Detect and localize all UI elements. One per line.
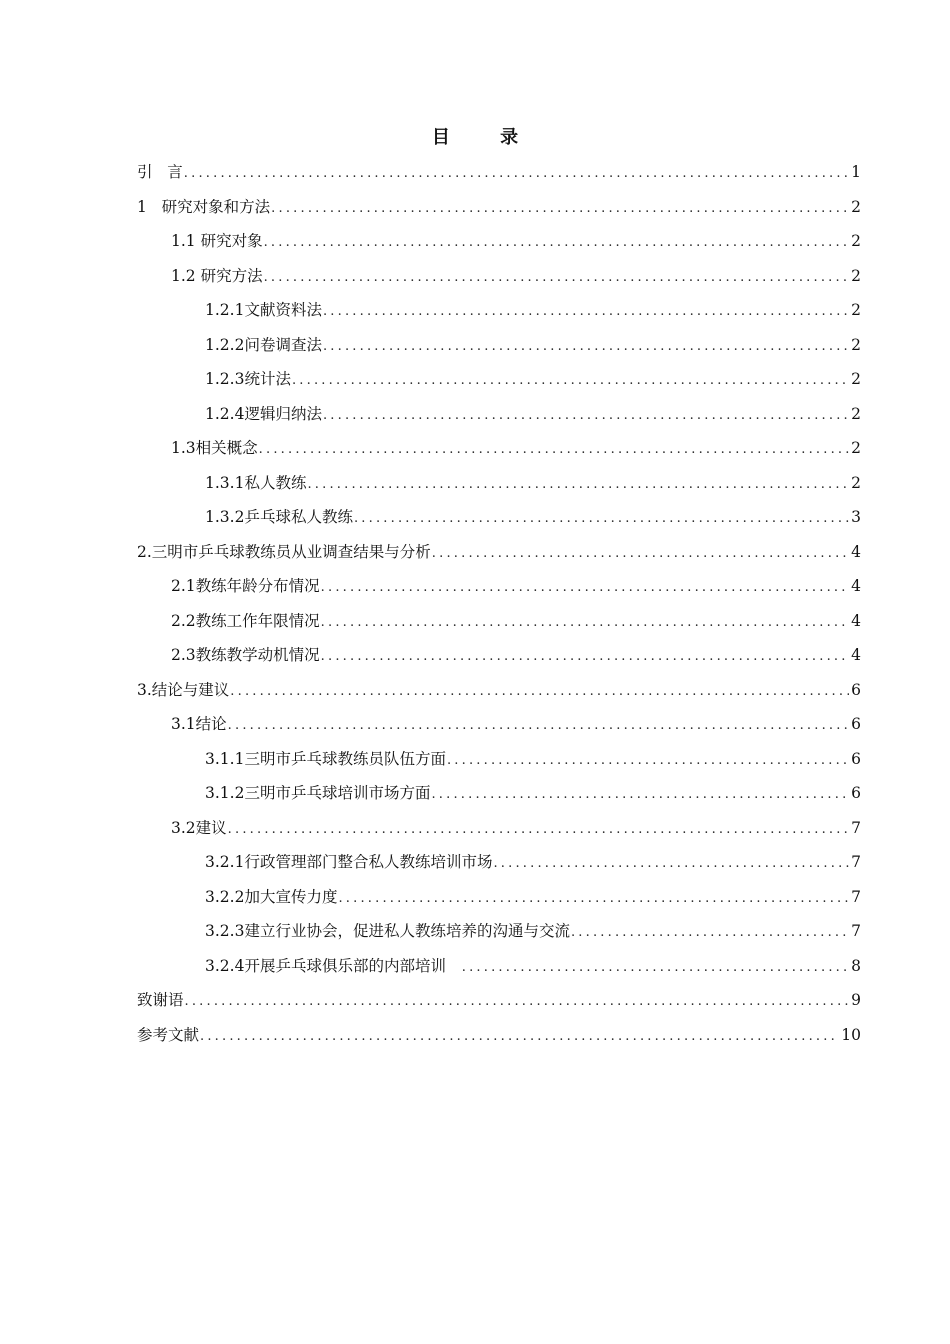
toc-leader-dots [447,744,849,779]
toc-entry[interactable] [137,259,861,294]
toc-leader-dots [184,157,849,192]
toc-entry[interactable] [137,776,861,811]
toc-entry[interactable] [137,604,861,639]
toc-entry-page: 8 [851,956,861,975]
toc-entry-page: 2 [851,473,861,492]
toc-entry-label: 参考文献 [137,1025,200,1044]
toc-leader-dots [185,985,849,1020]
toc-entry[interactable] [137,224,861,259]
toc-entry-label: 致谢语 [137,991,184,1009]
toc-entry-page: 6 [851,784,861,802]
toc-entry-page: 2 [851,197,861,216]
toc-leader-dots [271,192,849,227]
toc-entry[interactable] [137,1018,861,1053]
toc-entry-page: 4 [851,611,861,630]
toc-entry-label: 1.3.1私人教练 [205,473,307,492]
toc-entry[interactable] [137,362,861,397]
toc-leader-dots [228,709,849,744]
toc-entry[interactable] [137,328,861,363]
toc-entry-label: 3.1结论 [171,715,227,733]
toc-entry-label: 3.1.1三明市乒乓球教练员队伍方面 [205,749,446,768]
toc-leader-dots [432,537,849,572]
toc-entry-label: 3.2.4开展乒乓球俱乐部的内部培训 [205,956,461,975]
toc-entry-page: 6 [851,715,861,733]
toc-entry-page: 2 [851,335,861,354]
toc-leader-dots [431,778,849,813]
toc-entry-page: 7 [851,887,861,906]
toc-title: 目 录 [431,127,541,148]
toc-entry-label: 1 研究对象和方法 [137,197,271,216]
toc-leader-dots [200,1020,839,1055]
toc-entry-page: 1 [851,163,861,181]
toc-leader-dots [307,468,849,503]
toc-entry-page: 7 [851,818,861,837]
toc-entry[interactable] [137,673,861,708]
toc-leader-dots [338,882,849,917]
toc-leader-dots [264,226,849,261]
toc-entry[interactable] [137,949,861,984]
toc-leader-dots [462,951,849,986]
toc-entry[interactable] [137,707,861,742]
toc-entry-label: 1.2.1文献资料法 [205,301,322,319]
toc-entry-page: 6 [851,749,861,768]
toc-entry-label: 2.1教练年龄分布情况 [171,577,320,595]
toc-entry-page: 2 [851,404,861,423]
toc-entry[interactable] [137,535,861,570]
toc-entry-label: 1.2.4逻辑归纳法 [205,404,322,423]
toc-entry[interactable] [137,811,861,846]
toc-entry-page: 10 [841,1025,861,1044]
toc-entry-label: 2.2教练工作年限情况 [171,611,320,630]
toc-entry[interactable] [137,880,861,915]
toc-entry-page: 9 [851,991,861,1009]
toc-entry[interactable] [137,983,861,1018]
toc-entry-page: 2 [851,301,861,319]
toc-entry-page: 4 [851,577,861,595]
toc-entry-label: 1.3.2乒乓球私人教练 [205,508,353,526]
toc-leader-dots [259,433,849,468]
toc-leader-dots [323,399,849,434]
toc-entry-page: 7 [851,922,861,940]
toc-leader-dots [230,675,849,710]
toc-leader-dots [493,847,849,882]
toc-entry-label: 3.结论与建议 [137,680,230,699]
toc-entry[interactable] [137,190,861,225]
toc-list [137,155,861,1052]
toc-leader-dots [292,364,849,399]
toc-entry[interactable] [137,845,861,880]
toc-leader-dots [323,295,849,330]
toc-entry-label: 3.2建议 [171,818,227,837]
toc-entry[interactable] [137,638,861,673]
toc-entry[interactable] [137,155,861,190]
toc-leader-dots [323,330,849,365]
toc-entry-page: 7 [851,853,861,871]
toc-entry-label: 2.3教练教学动机情况 [171,646,320,664]
toc-entry[interactable] [137,569,861,604]
toc-entry[interactable] [137,466,861,501]
toc-entry-page: 2 [851,439,861,457]
toc-entry-label: 3.1.2三明市乒乓球培训市场方面 [205,784,431,802]
toc-entry-label: 2.三明市乒乓球教练员从业调查结果与分析 [137,542,431,561]
toc-entry[interactable] [137,742,861,777]
toc-entry-page: 2 [851,232,861,250]
toc-entry-page: 6 [851,680,861,699]
toc-entry[interactable] [137,397,861,432]
toc-entry-label: 3.2.3建立行业协会，促进私人教练培养的沟通与交流 [205,922,570,940]
toc-leader-dots [571,916,849,951]
toc-entry-label: 1.2.3统计法 [205,370,291,388]
toc-leader-dots [228,813,849,848]
toc-entry-label: 1.2.2问卷调查法 [205,335,322,354]
toc-leader-dots [354,502,849,537]
toc-entry[interactable] [137,293,861,328]
toc-entry-page: 4 [851,646,861,664]
toc-entry-label: 1.3相关概念 [171,439,258,457]
toc-entry[interactable] [137,500,861,535]
toc-entry-label: 1.2 研究方法 [171,266,263,285]
toc-entry-page: 3 [851,508,861,526]
toc-entry[interactable] [137,431,861,466]
toc-entry-label: 3.2.1行政管理部门整合私人教练培训市场 [205,853,493,871]
toc-entry-label: 1.1 研究对象 [171,232,263,250]
toc-entry-label: 引 言 [137,163,183,181]
toc-entry-page: 2 [851,370,861,388]
toc-entry-page: 2 [851,266,861,285]
toc-leader-dots [321,640,849,675]
toc-entry-page: 4 [851,542,861,561]
toc-leader-dots [321,571,849,606]
toc-entry-label: 3.2.2加大宣传力度 [205,887,338,906]
toc-entry[interactable] [137,914,861,949]
toc-leader-dots [321,606,849,641]
toc-leader-dots [264,261,849,296]
